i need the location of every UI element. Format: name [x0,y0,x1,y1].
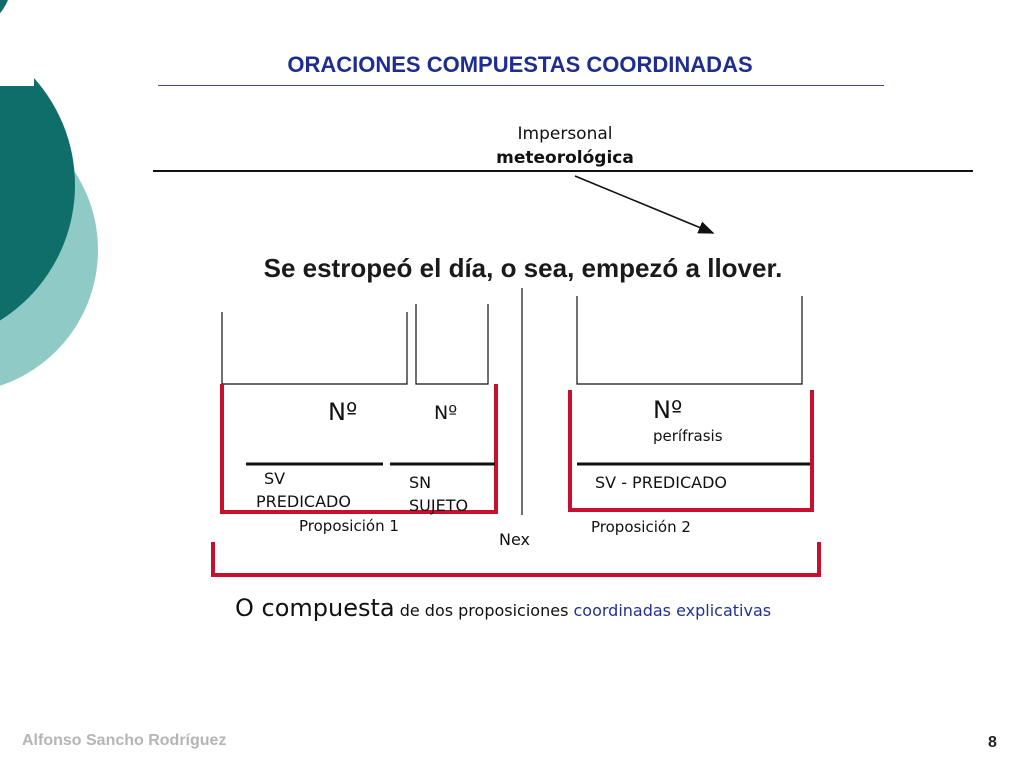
nucleo-2: Nº [434,402,458,424]
sujeto-label: SUJETO [409,496,469,515]
proposicion-2-label: Proposición 2 [591,518,691,536]
summary-highlight: coordinadas explicativas [573,601,772,620]
bracket-sv-2 [577,296,802,384]
nucleo-1: Nº [328,398,358,426]
nexo-label: Nex [499,530,530,549]
subject-type-line2: meteorológica [496,148,634,168]
bracket-sn-1 [416,304,488,384]
proposicion-1-label: Proposición 1 [299,517,399,535]
pointer-arrow [575,176,713,233]
sv-label: SV [264,469,286,488]
page-number: 8 [988,734,997,751]
summary-main: O compuesta [235,594,395,622]
sv-predicado-p2-label: SV - PREDICADO [595,473,727,492]
example-sentence: Se estropeó el día, o sea, empezó a llover. [263,253,783,283]
perifrasis-label: perífrasis [653,427,723,445]
footer-author: Alfonso Sancho Rodríguez [22,732,227,749]
summary-line [235,594,771,622]
sn-label: SN [409,473,432,492]
nucleo-3: Nº [653,396,683,424]
bracket-sv-1 [222,312,407,384]
subject-type-line1: Impersonal [517,124,613,144]
slide-title: ORACIONES COMPUESTAS COORDINADAS [287,52,753,77]
summary-middle: de dos proposiciones [394,601,574,620]
predicado-label: PREDICADO [256,492,351,511]
